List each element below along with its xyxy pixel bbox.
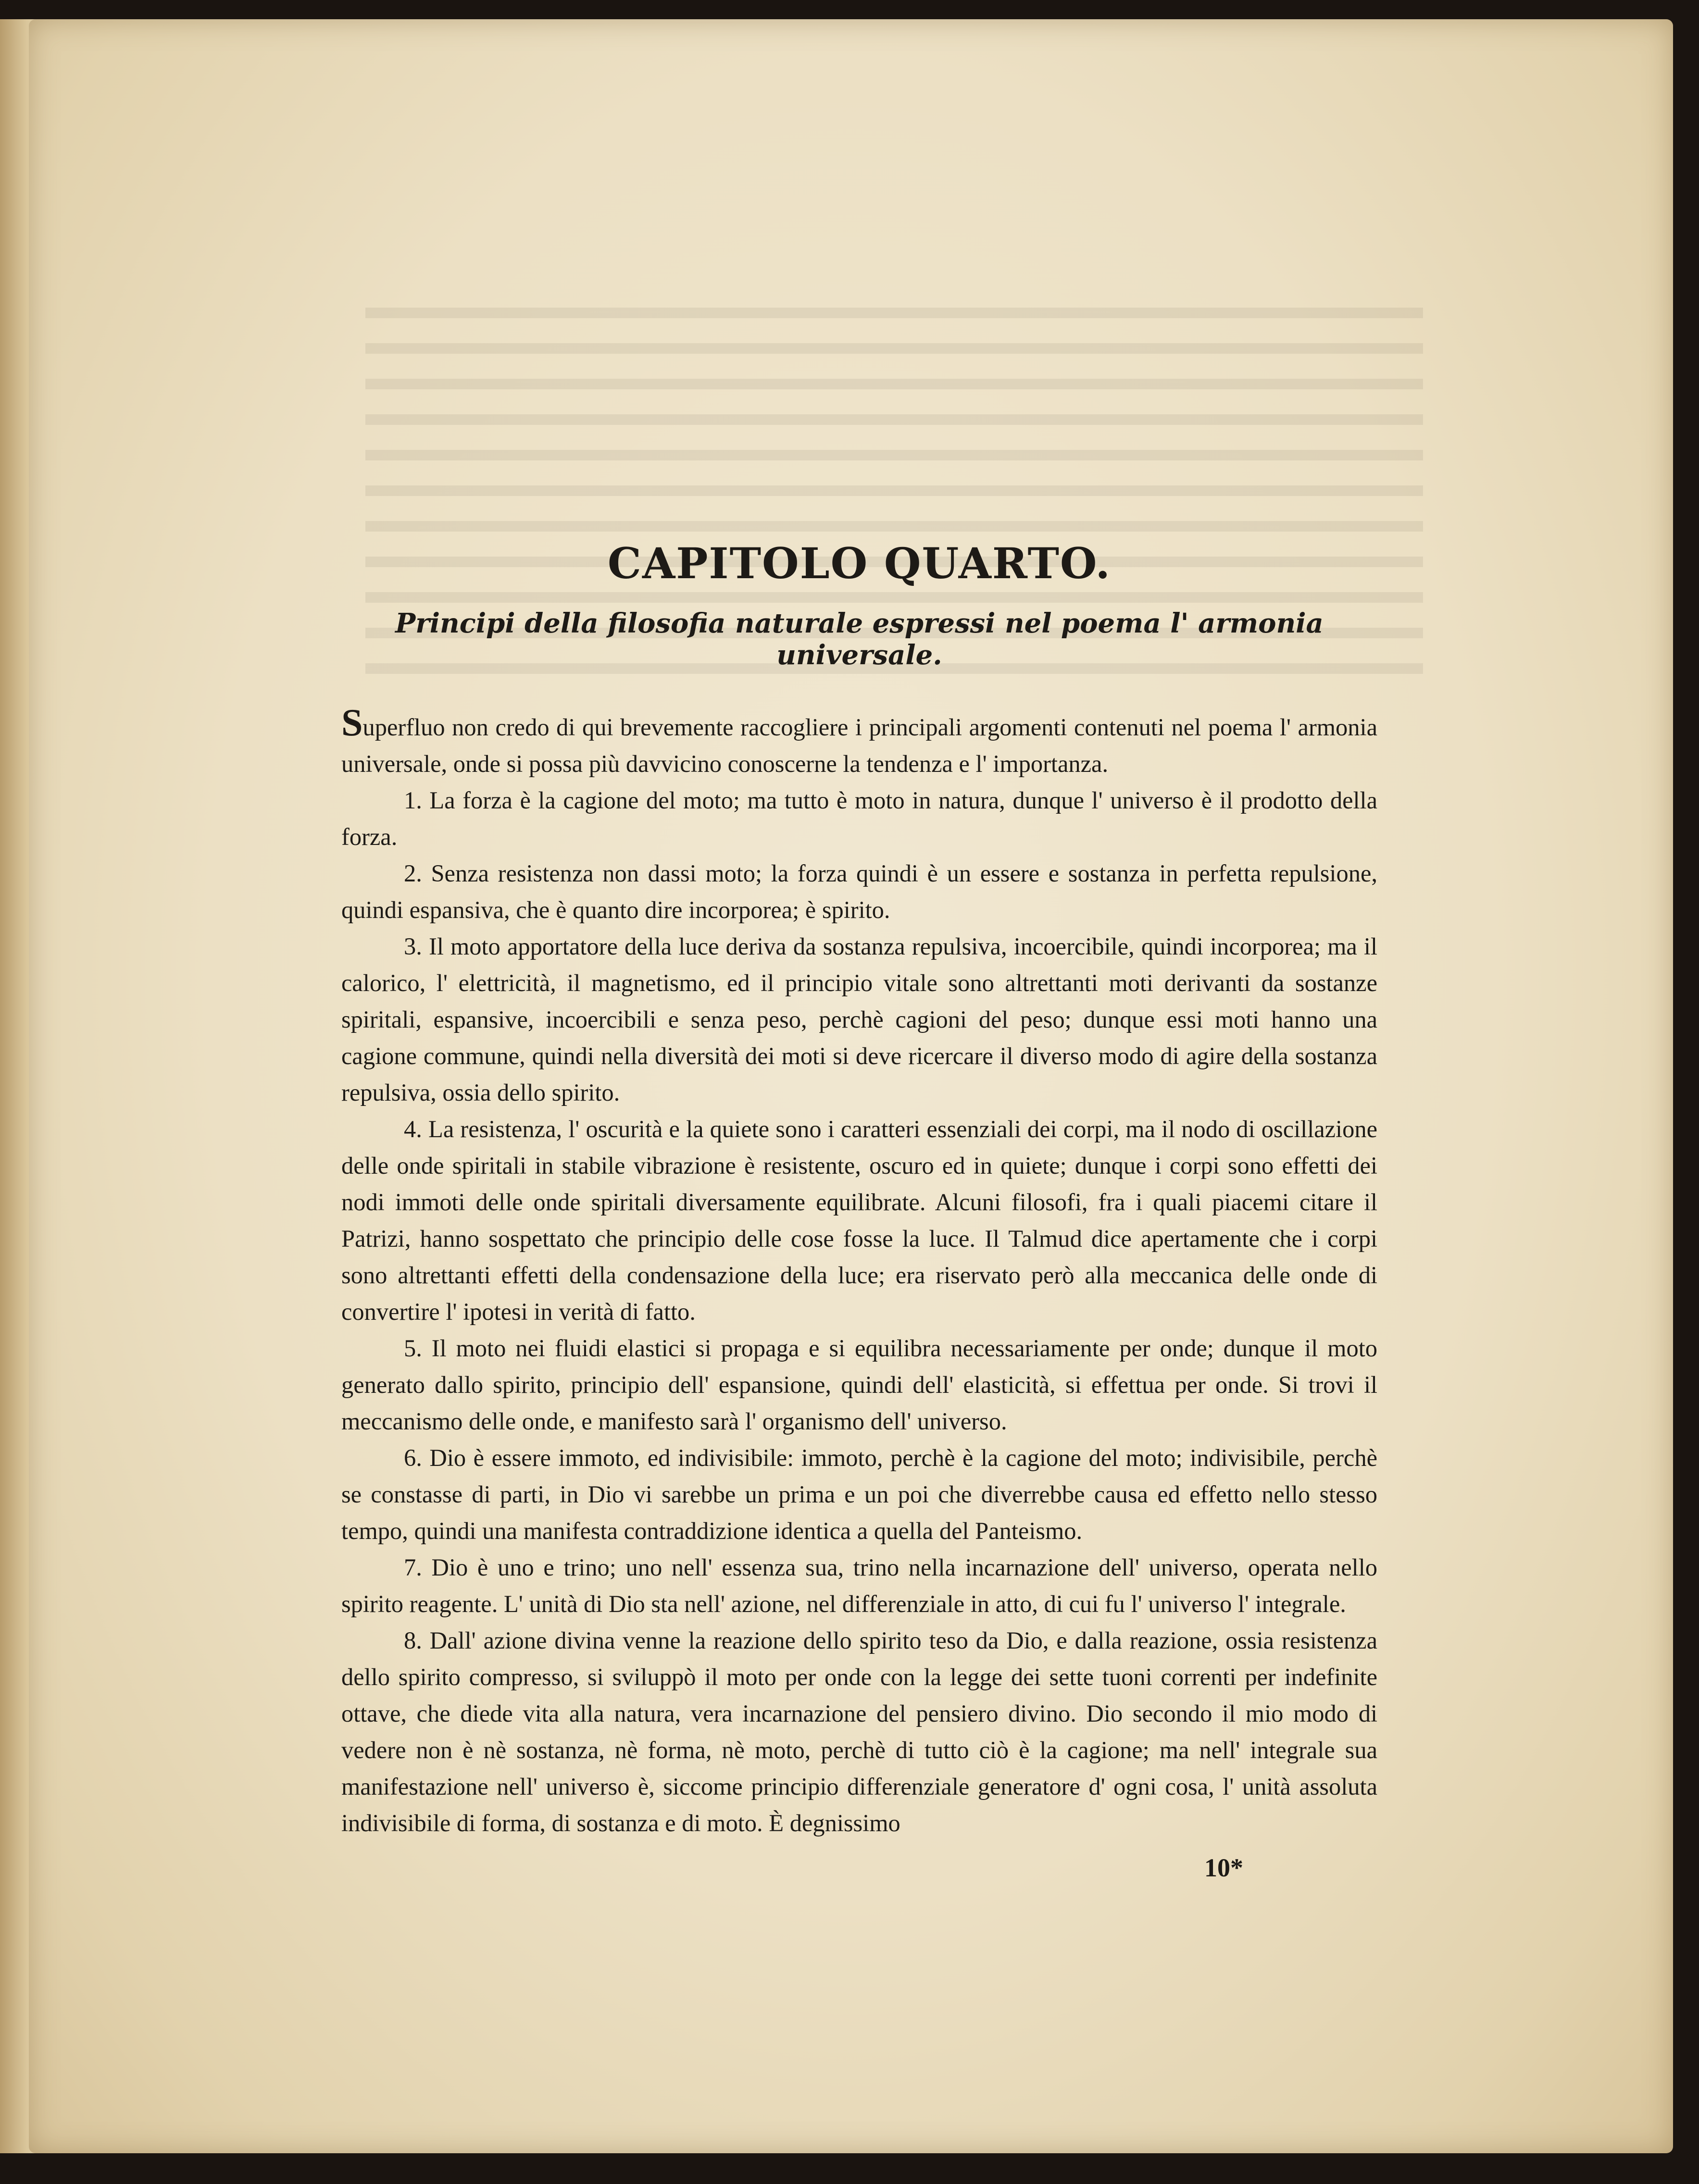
numbered-paragraph-2: 2. Senza resistenza non dassi moto; la forza quindi è un essere e sostanza in perfetta repulsione, quindi espansiva, che è quanto dire incorporea; è spirito.: [341, 860, 1377, 923]
numbered-paragraph-1: 1. La forza è la cagione del moto; ma tutto è moto in natura, dunque l' universo è il prodotto della forza.: [341, 787, 1377, 850]
numbered-paragraph-6: 6. Dio è essere immoto, ed indivisibile: immoto, perchè è la cagione del moto; indivisibile, perchè se constasse di parti, in Dio vi sarebbe un prima e un poi che diverrebbe causa ed effetto nello stesso tempo, quindi una manifesta contraddizione identica a quella del Panteismo.: [341, 1444, 1377, 1544]
page-content: [341, 538, 1377, 1841]
numbered-paragraph-3: 3. Il moto apportatore della luce deriva da sostanza repulsiva, incoercibile, quindi incorporea; ma il calorico, l' elettricità, il magnetismo, ed il principio vitale sono altrettanti moti derivanti da sostanze spiritali, espansive, incoercibili e senza peso, perchè cagioni del peso; dunque essi moti hanno una cagione commune, quindi nella diversità dei moti si deve ricercare il diverso modo di agire della sostanza repulsiva, ossia dello spirito.: [341, 933, 1377, 1106]
drop-cap: S: [341, 702, 363, 744]
intro-text: uperfluo non credo di qui brevemente raccogliere i principali argomenti contenuti nel poema l' armonia universale, onde si possa più davvicino conoscerne la tendenza e l' importanza.: [341, 714, 1377, 777]
signature-mark: 10*: [1204, 1853, 1243, 1882]
numbered-paragraph-7: 7. Dio è uno e trino; uno nell' essenza sua, trino nella incarnazione dell' universo, operata nello spirito reagente. L' unità di Dio sta nell' azione, nel differenziale in atto, di cui fu l' universo l' integrale.: [341, 1554, 1377, 1617]
chapter-title: CAPITOLO QUARTO.: [607, 538, 1112, 588]
numbered-paragraph-8: 8. Dall' azione divina venne la reazione dello spirito teso da Dio, e dalla reazione, ossia resistenza dello spirito compresso, si sviluppò il moto per onde con la legge dei sette tuoni correnti per indefinite ottave, che diede vita alla natura, vera incarnazione del pensiero divino. Dio secondo il mio modo di vedere non è nè sostanza, nè forma, nè moto, perchè di tutto ciò è la cagione; ma nell' integrale sua manifestazione nell' universo è, siccome principio differenziale generatore d' ogni cosa, l' unità assoluta indivisibile di forma, di sostanza e di moto. È degnissimo: [341, 1627, 1377, 1837]
chapter-subtitle: Principi della filosofia naturale espressi nel poema l' armonia universale.: [395, 608, 1324, 671]
numbered-paragraph-5: 5. Il moto nei fluidi elastici si propaga e si equilibra necessariamente per onde; dunque il moto generato dallo spirito, principio dell' espansione, quindi dell' elasticità, si effettua per onde. Si trovi il meccanismo delle onde, e manifesto sarà l' organismo dell' universo.: [341, 1335, 1377, 1435]
intro-paragraph: [341, 702, 1377, 782]
numbered-paragraph-4: 4. La resistenza, l' oscurità e la quiete sono i caratteri essenziali dei corpi, ma il nodo di oscillazione delle onde spiritali in stabile vibrazione è resistente, oscuro ed in quiete; dunque i corpi sono effetti dei nodi immoti delle onde spiritali diversamente equilibrate. Alcuni filosofi, fra i quali piacemi citare il Patrizi, hanno sospettato che principio delle cose fosse la luce. Il Talmud dice apertamente che i corpi sono altrettanti effetti della condensazione della luce; era riservato però alla meccanica delle onde di convertire l' ipotesi in verità di fatto.: [341, 1116, 1377, 1325]
